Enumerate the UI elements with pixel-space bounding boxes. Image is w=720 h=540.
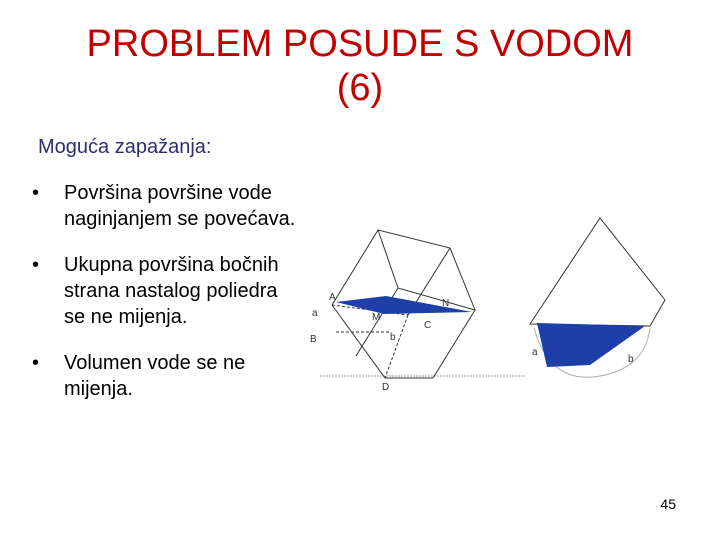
label-b: b xyxy=(390,332,396,343)
bullet-icon: • xyxy=(32,254,40,276)
slide-title xyxy=(0,22,720,110)
label-A: A xyxy=(329,292,336,303)
label-C: C xyxy=(424,320,432,331)
bullet-item xyxy=(30,252,300,330)
subtitle: Moguća zapažanja: xyxy=(38,136,212,158)
title-line-2: (6) xyxy=(336,67,384,109)
bullet-text: Ukupna površina bočnih strana nastalog poliedra se ne mijenja. xyxy=(64,254,279,328)
label-b-side: b xyxy=(628,354,634,365)
label-D: D xyxy=(382,382,390,393)
label-N: N xyxy=(442,298,450,309)
bullet-text: Volumen vode se ne mijenja. xyxy=(64,352,246,400)
label-a: a xyxy=(312,308,318,319)
label-a-side: a xyxy=(532,347,538,358)
bullet-item xyxy=(30,350,300,402)
tilted-container-figure xyxy=(300,200,680,400)
label-B: B xyxy=(310,334,317,345)
bullet-item xyxy=(30,180,300,232)
bullet-text: Površina površine vode naginjanjem se povećava. xyxy=(64,182,296,230)
bullet-icon: • xyxy=(32,182,40,204)
label-M: M xyxy=(372,312,381,323)
bullet-icon: • xyxy=(32,352,40,374)
title-line-1: PROBLEM POSUDE S VODOM xyxy=(86,23,634,65)
bullet-list xyxy=(30,180,300,422)
water-surface xyxy=(336,296,472,314)
side-view xyxy=(530,218,665,377)
page-number: 45 xyxy=(660,496,676,512)
